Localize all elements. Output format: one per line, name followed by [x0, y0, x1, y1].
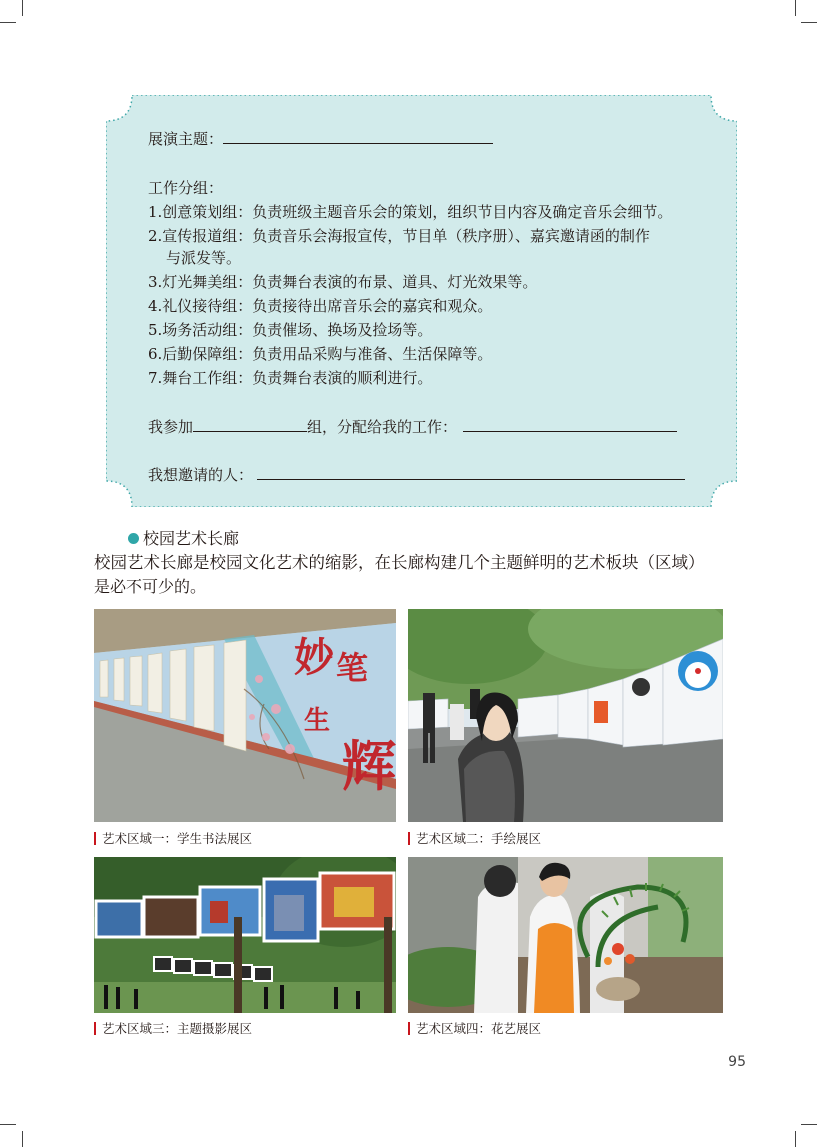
join-mid: 组，分配给我的工作：	[307, 418, 458, 436]
caption-bar-icon	[408, 1022, 410, 1035]
group-item: 4.礼仪接待组：负责接待出席音乐会的嘉宾和观众。	[148, 297, 493, 315]
worksheet-form	[106, 95, 737, 507]
section-paragraph: 是必不可少的。	[94, 577, 207, 596]
calligraphy-char: 辉	[342, 734, 396, 798]
groups-heading: 工作分组：	[148, 179, 224, 197]
caption-text: 艺术区域一：学生书法展区	[102, 831, 253, 846]
join-group-line[interactable]	[193, 415, 307, 432]
photo-caption	[408, 831, 541, 847]
group-item: 3.灯光舞美组：负责舞台表演的布景、道具、灯光效果等。	[148, 273, 538, 291]
photo-caption	[408, 1021, 541, 1037]
invite-row	[148, 463, 685, 486]
crop-mark	[801, 22, 817, 23]
caption-text: 艺术区域二：手绘展区	[416, 831, 542, 846]
photo-caption	[94, 1021, 252, 1037]
join-row	[148, 415, 677, 438]
crop-mark	[0, 1124, 16, 1125]
theme-label: 展演主题：	[148, 130, 224, 148]
group-item: 6.后勤保障组：负责用品采购与准备、生活保障等。	[148, 345, 493, 363]
calligraphy-char: 生	[304, 706, 331, 736]
crop-mark	[22, 0, 23, 16]
crop-mark	[22, 1131, 23, 1147]
photo-caption	[94, 831, 252, 847]
group-item: 1.创意策划组：负责班级主题音乐会的策划，组织节目内容及确定音乐会细节。	[148, 203, 673, 221]
crop-mark	[0, 22, 16, 23]
section-paragraph: 校园艺术长廊是校园文化艺术的缩影，在长廊构建几个主题鲜明的艺术板块（区域）	[94, 553, 705, 572]
theme-answer-line[interactable]	[223, 127, 493, 144]
group-item: 2.宣传报道组：负责音乐会海报宣传，节目单（秩序册）、嘉宾邀请函的制作	[148, 227, 650, 245]
join-prefix: 我参加	[148, 418, 194, 436]
photo-handdrawn-exhibit	[408, 609, 723, 822]
caption-bar-icon	[408, 832, 410, 845]
photo-flower-art-exhibit	[408, 857, 723, 1013]
group-item: 7.舞台工作组：负责舞台表演的顺利进行。	[148, 369, 433, 387]
theme-row	[148, 127, 493, 150]
crop-mark	[795, 0, 796, 16]
calligraphy-char: 笔	[336, 649, 369, 687]
section-title: 校园艺术长廊	[143, 529, 240, 548]
invite-label: 我想邀请的人：	[148, 466, 254, 484]
crop-mark	[795, 1131, 796, 1147]
group-item-continuation: 与派发等。	[166, 249, 242, 267]
photo-calligraphy-exhibit	[94, 609, 396, 822]
invite-answer-line[interactable]	[257, 463, 685, 480]
crop-mark	[801, 1124, 817, 1125]
group-item: 5.场务活动组：负责催场、换场及捡场等。	[148, 321, 433, 339]
section-bullet-icon	[128, 533, 139, 544]
calligraphy-char: 妙	[294, 634, 334, 681]
caption-bar-icon	[94, 1022, 96, 1035]
caption-text: 艺术区域三：主题摄影展区	[102, 1021, 253, 1036]
section-heading	[128, 528, 239, 550]
page-number: 95	[728, 1054, 746, 1070]
photo-photography-exhibit	[94, 857, 396, 1013]
caption-text: 艺术区域四：花艺展区	[416, 1021, 542, 1036]
caption-bar-icon	[94, 832, 96, 845]
job-answer-line[interactable]	[463, 415, 677, 432]
